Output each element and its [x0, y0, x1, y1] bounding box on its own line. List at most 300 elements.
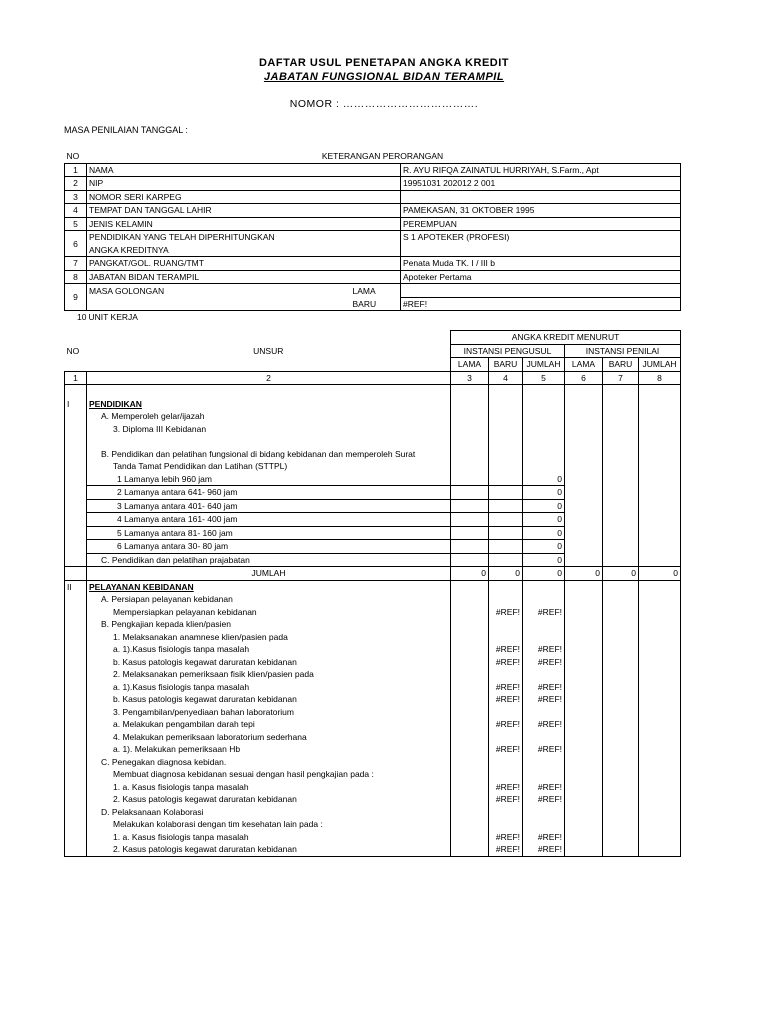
unsur-text: B. Pengkajian kepada klien/pasien [87, 618, 451, 631]
value-baru [603, 398, 639, 411]
value-jumlah [639, 681, 681, 694]
value-lama [451, 718, 489, 731]
value-baru [603, 410, 639, 423]
value-jumlah [523, 706, 565, 719]
credit-table [64, 330, 681, 857]
value-baru [489, 398, 523, 411]
value-lama [451, 843, 489, 856]
value-jumlah [523, 398, 565, 411]
value-baru: #REF! [489, 718, 523, 731]
value-lama [451, 706, 489, 719]
value-jumlah [639, 743, 681, 756]
value-baru [603, 553, 639, 567]
value-lama [565, 631, 603, 644]
credit-row [65, 580, 681, 593]
section-number [65, 818, 87, 831]
value-lama [451, 693, 489, 706]
unsur-text: Mempersiapkan pelayanan kebidanan [87, 606, 451, 619]
value-jumlah [639, 513, 681, 527]
value-jumlah [639, 593, 681, 606]
value-baru: #REF! [489, 643, 523, 656]
value-baru [603, 513, 639, 527]
value-baru [603, 818, 639, 831]
unsur-text: 2. Kasus patologis kegawat daruratan kebidanan [87, 793, 451, 806]
section-number [65, 423, 87, 436]
section-number [65, 460, 87, 473]
value-baru [489, 385, 523, 398]
value-jumlah [639, 718, 681, 731]
section-number [65, 681, 87, 694]
total-value: 0 [523, 567, 565, 581]
value-jumlah [523, 410, 565, 423]
col-proposer-header: INSTANSI PENGUSUL [451, 344, 565, 358]
value-lama [565, 806, 603, 819]
value-jumlah [639, 540, 681, 554]
credit-row [65, 513, 681, 527]
credit-row [65, 410, 681, 423]
field-label: TEMPAT DAN TANGGAL LAHIR [87, 204, 401, 218]
value-lama [565, 718, 603, 731]
unsur-text: C. Penegakan diagnosa kebidan. [87, 756, 451, 769]
unsur-text: a. 1).Kasus fisiologis tanpa masalah [87, 643, 451, 656]
value-lama [451, 668, 489, 681]
unsur-text: 1 Lamanya lebih 960 jam [87, 473, 451, 486]
value-jumlah [639, 473, 681, 486]
credit-row [65, 618, 681, 631]
field-label [87, 297, 351, 311]
value-jumlah [523, 580, 565, 593]
personal-row [65, 163, 681, 177]
value-jumlah [523, 806, 565, 819]
section-number [65, 606, 87, 619]
unsur-text: 6 Lamanya antara 30- 80 jam [87, 540, 451, 554]
value-lama [451, 398, 489, 411]
value-jumlah [639, 553, 681, 567]
value-lama [565, 843, 603, 856]
value-baru [603, 756, 639, 769]
section-number [65, 793, 87, 806]
credit-row [65, 486, 681, 500]
field-label: NAMA [87, 163, 401, 177]
value-jumlah: #REF! [523, 693, 565, 706]
col-personal-header: KETERANGAN PERORANGAN [321, 151, 444, 162]
value-jumlah [639, 410, 681, 423]
value-lama [451, 656, 489, 669]
value-jumlah [639, 580, 681, 593]
unsur-text: Membuat diagnosa kebidanan sesuai dengan hasil pengkajian pada : [87, 768, 451, 781]
value-jumlah: 0 [523, 499, 565, 513]
value-lama [565, 706, 603, 719]
col-unsur-header: UNSUR [87, 331, 451, 372]
total-value: 0 [565, 567, 603, 581]
section-number [65, 567, 87, 581]
value-lama [565, 681, 603, 694]
value-baru [489, 756, 523, 769]
column-number: 5 [523, 371, 565, 385]
section-number [65, 499, 87, 513]
value-lama [451, 513, 489, 527]
unsur-text: Tanda Tamat Pendidikan dan Latihan (STTPL) [87, 460, 451, 473]
value-jumlah [639, 818, 681, 831]
section-number [65, 643, 87, 656]
value-baru [603, 668, 639, 681]
value-lama [451, 385, 489, 398]
value-jumlah [523, 731, 565, 744]
value-baru [603, 706, 639, 719]
value-jumlah [639, 756, 681, 769]
personal-row [65, 204, 681, 218]
field-label: MASA GOLONGAN [87, 284, 351, 298]
sub-label: LAMA [351, 284, 401, 298]
section-number: I [65, 398, 87, 411]
value-lama [565, 410, 603, 423]
value-jumlah: 0 [523, 513, 565, 527]
value-jumlah [639, 806, 681, 819]
value-lama [565, 731, 603, 744]
value-baru [603, 448, 639, 461]
sub-label: BARU [351, 297, 401, 311]
value-lama [451, 553, 489, 567]
unsur-text: 3. Diploma III Kebidanan [87, 423, 451, 436]
value-jumlah: #REF! [523, 831, 565, 844]
value-baru: #REF! [489, 681, 523, 694]
value-baru [489, 731, 523, 744]
credit-header-row [65, 331, 681, 345]
value-baru [489, 593, 523, 606]
value-lama [451, 793, 489, 806]
value-jumlah [639, 668, 681, 681]
credit-row [65, 756, 681, 769]
credit-row [65, 631, 681, 644]
value-baru [489, 473, 523, 486]
value-jumlah [523, 618, 565, 631]
value-baru [603, 693, 639, 706]
total-label: JUMLAH [87, 567, 451, 581]
value-baru [603, 843, 639, 856]
value-lama [565, 540, 603, 554]
value-lama [565, 668, 603, 681]
value-baru: #REF! [489, 843, 523, 856]
value-lama [451, 593, 489, 606]
value-jumlah [639, 768, 681, 781]
value-lama [565, 435, 603, 448]
personal-row [65, 284, 681, 298]
value-baru [489, 706, 523, 719]
value-lama [451, 423, 489, 436]
field-label: UNIT KERJA [88, 312, 138, 323]
value-baru [603, 718, 639, 731]
field-value: PEREMPUAN [401, 217, 681, 231]
section-number [65, 473, 87, 486]
value-lama [565, 423, 603, 436]
value-lama [451, 768, 489, 781]
value-baru [489, 631, 523, 644]
value-baru: #REF! [489, 743, 523, 756]
unsur-text: Melakukan kolaborasi dengan tim kesehatan lain pada : [87, 818, 451, 831]
credit-row [65, 793, 681, 806]
value-lama [451, 681, 489, 694]
value-jumlah: #REF! [523, 793, 565, 806]
value-jumlah: 0 [523, 526, 565, 540]
column-number: 6 [565, 371, 603, 385]
value-jumlah [523, 756, 565, 769]
value-jumlah [639, 499, 681, 513]
section-number [65, 618, 87, 631]
value-baru [603, 540, 639, 554]
col-jumlah-header: JUMLAH [639, 358, 681, 372]
value-baru [603, 526, 639, 540]
credit-row [65, 668, 681, 681]
personal-row [65, 297, 681, 311]
credit-row [65, 706, 681, 719]
value-jumlah [639, 793, 681, 806]
section-number [65, 806, 87, 819]
value-lama [451, 473, 489, 486]
field-label: PANGKAT/GOL. RUANG/TMT [87, 257, 401, 271]
value-baru: #REF! [489, 606, 523, 619]
column-number: 4 [489, 371, 523, 385]
value-baru [489, 768, 523, 781]
unsur-text: PELAYANAN KEBIDANAN [87, 580, 451, 593]
section-number [65, 410, 87, 423]
unsur-text: PENDIDIKAN [87, 398, 451, 411]
value-lama [451, 526, 489, 540]
unsur-text: a. 1). Melakukan pemeriksaan Hb [87, 743, 451, 756]
value-lama [565, 643, 603, 656]
value-jumlah [523, 448, 565, 461]
section-number [65, 631, 87, 644]
value-lama [451, 448, 489, 461]
unsur-text: D. Pelaksanaan Kolaborasi [87, 806, 451, 819]
row-number: 5 [65, 217, 87, 231]
value-jumlah [639, 618, 681, 631]
value-lama [565, 593, 603, 606]
value-jumlah [639, 448, 681, 461]
column-number: 8 [639, 371, 681, 385]
value-jumlah: #REF! [523, 743, 565, 756]
personal-header-row [65, 150, 681, 163]
value-jumlah [523, 385, 565, 398]
credit-row [65, 473, 681, 486]
value-baru [489, 818, 523, 831]
total-value: 0 [639, 567, 681, 581]
value-lama [451, 435, 489, 448]
field-value [401, 190, 681, 204]
value-lama [451, 756, 489, 769]
col-baru-header: BARU [489, 358, 523, 372]
value-lama [451, 410, 489, 423]
value-jumlah [639, 435, 681, 448]
value-baru [603, 593, 639, 606]
column-number: 7 [603, 371, 639, 385]
value-lama [565, 499, 603, 513]
section-number [65, 768, 87, 781]
column-number: 1 [65, 371, 87, 385]
document-subtitle: JABATAN FUNGSIONAL BIDAN TERAMPIL [263, 71, 505, 83]
section-number [65, 831, 87, 844]
value-lama [451, 540, 489, 554]
credit-row [65, 499, 681, 513]
value-jumlah [523, 668, 565, 681]
credit-row [65, 806, 681, 819]
unsur-text: 2. Melaksanakan pemeriksaan fisik klien/pasien pada [87, 668, 451, 681]
section-number [65, 593, 87, 606]
value-baru [603, 656, 639, 669]
unsur-text: a. 1).Kasus fisiologis tanpa masalah [87, 681, 451, 694]
value-jumlah [523, 593, 565, 606]
row-number: 6 [65, 231, 87, 257]
personal-row [65, 231, 681, 244]
section-number [65, 731, 87, 744]
value-baru: #REF! [489, 793, 523, 806]
value-lama [565, 743, 603, 756]
value-lama [565, 618, 603, 631]
value-jumlah [639, 656, 681, 669]
field-value: #REF! [401, 297, 681, 311]
unsur-text: 1. a. Kasus fisiologis tanpa masalah [87, 781, 451, 794]
value-baru [489, 499, 523, 513]
value-jumlah: #REF! [523, 606, 565, 619]
field-label: NIP [87, 177, 401, 191]
section-number [65, 668, 87, 681]
credit-row [65, 423, 681, 436]
credit-row [65, 781, 681, 794]
credit-row [65, 743, 681, 756]
value-lama [565, 448, 603, 461]
credit-row [65, 435, 681, 448]
document-number: NOMOR : ………………………………. [289, 98, 479, 110]
unsur-text: 2 Lamanya antara 641- 960 jam [87, 486, 451, 500]
credit-row [65, 718, 681, 731]
value-lama [451, 618, 489, 631]
field-label: JABATAN BIDAN TERAMPIL [87, 270, 401, 284]
value-jumlah [639, 781, 681, 794]
value-baru [603, 618, 639, 631]
unsur-text: 1. a. Kasus fisiologis tanpa masalah [87, 831, 451, 844]
unsur-text: b. Kasus patologis kegawat daruratan kebidanan [87, 693, 451, 706]
personal-row [65, 217, 681, 231]
value-lama [565, 818, 603, 831]
value-baru [489, 423, 523, 436]
value-baru [603, 781, 639, 794]
unsur-text: 3 Lamanya antara 401- 640 jam [87, 499, 451, 513]
value-jumlah: 0 [523, 540, 565, 554]
field-value: R. AYU RIFQA ZAINATUL HURRIYAH, S.Farm., Apt [401, 163, 681, 177]
section-number [65, 781, 87, 794]
total-value: 0 [489, 567, 523, 581]
value-lama [565, 793, 603, 806]
col-no-header: NO [66, 151, 80, 162]
section-number [65, 743, 87, 756]
row-number: 4 [65, 204, 87, 218]
value-baru [603, 580, 639, 593]
value-jumlah [639, 385, 681, 398]
field-value: Penata Muda TK. I / III b [401, 257, 681, 271]
value-lama [451, 486, 489, 500]
value-jumlah: #REF! [523, 656, 565, 669]
value-lama [565, 526, 603, 540]
value-jumlah [639, 643, 681, 656]
value-lama [451, 806, 489, 819]
value-jumlah: #REF! [523, 643, 565, 656]
value-lama [565, 398, 603, 411]
value-baru: #REF! [489, 831, 523, 844]
unsur-text [87, 435, 451, 448]
assessment-period-label: MASA PENILAIAN TANGGAL : [64, 125, 188, 135]
value-lama [565, 656, 603, 669]
section-number [65, 718, 87, 731]
value-jumlah: 0 [523, 486, 565, 500]
credit-number-row [65, 371, 681, 385]
credit-row [65, 768, 681, 781]
section-number [65, 756, 87, 769]
unsur-text: A. Memperoleh gelar/ijazah [87, 410, 451, 423]
value-baru [489, 513, 523, 527]
field-value: S 1 APOTEKER (PROFESI) [401, 231, 681, 257]
value-baru [603, 681, 639, 694]
value-baru [489, 806, 523, 819]
value-jumlah [639, 398, 681, 411]
credit-row [65, 526, 681, 540]
credit-row [65, 681, 681, 694]
unsur-text: 2. Kasus patologis kegawat daruratan kebidanan [87, 843, 451, 856]
value-lama [565, 553, 603, 567]
value-lama [565, 606, 603, 619]
unsur-text: 4 Lamanya antara 161- 400 jam [87, 513, 451, 527]
value-baru [603, 831, 639, 844]
section-number [65, 693, 87, 706]
col-assessor-header: INSTANSI PENILAI [565, 344, 681, 358]
personal-row [65, 311, 681, 324]
credit-row [65, 843, 681, 856]
col-baru-header: BARU [603, 358, 639, 372]
value-baru: #REF! [489, 781, 523, 794]
personal-row [65, 257, 681, 271]
value-lama [451, 460, 489, 473]
personal-row [65, 270, 681, 284]
value-baru [489, 553, 523, 567]
col-credit-header: ANGKA KREDIT MENURUT [451, 331, 681, 345]
value-jumlah [523, 818, 565, 831]
field-label: ANGKA KREDITNYA [87, 244, 401, 257]
value-baru [603, 643, 639, 656]
row-number: 8 [65, 270, 87, 284]
value-baru [489, 410, 523, 423]
value-lama [565, 486, 603, 500]
value-baru [603, 806, 639, 819]
value-lama [565, 693, 603, 706]
value-baru [489, 668, 523, 681]
unsur-text: A. Persiapan pelayanan kebidanan [87, 593, 451, 606]
credit-row [65, 448, 681, 461]
value-jumlah [639, 831, 681, 844]
unsur-text [87, 385, 451, 398]
value-baru [489, 580, 523, 593]
value-baru [489, 618, 523, 631]
credit-row [65, 385, 681, 398]
unsur-text: C. Pendidikan dan pelatihan prajabatan [87, 553, 451, 567]
value-baru [603, 385, 639, 398]
value-lama [451, 580, 489, 593]
value-baru [603, 499, 639, 513]
value-lama [565, 756, 603, 769]
section-number [65, 385, 87, 398]
value-baru [603, 793, 639, 806]
credit-row [65, 818, 681, 831]
unsur-text: b. Kasus patologis kegawat daruratan kebidanan [87, 656, 451, 669]
value-baru: #REF! [489, 693, 523, 706]
value-jumlah [639, 486, 681, 500]
